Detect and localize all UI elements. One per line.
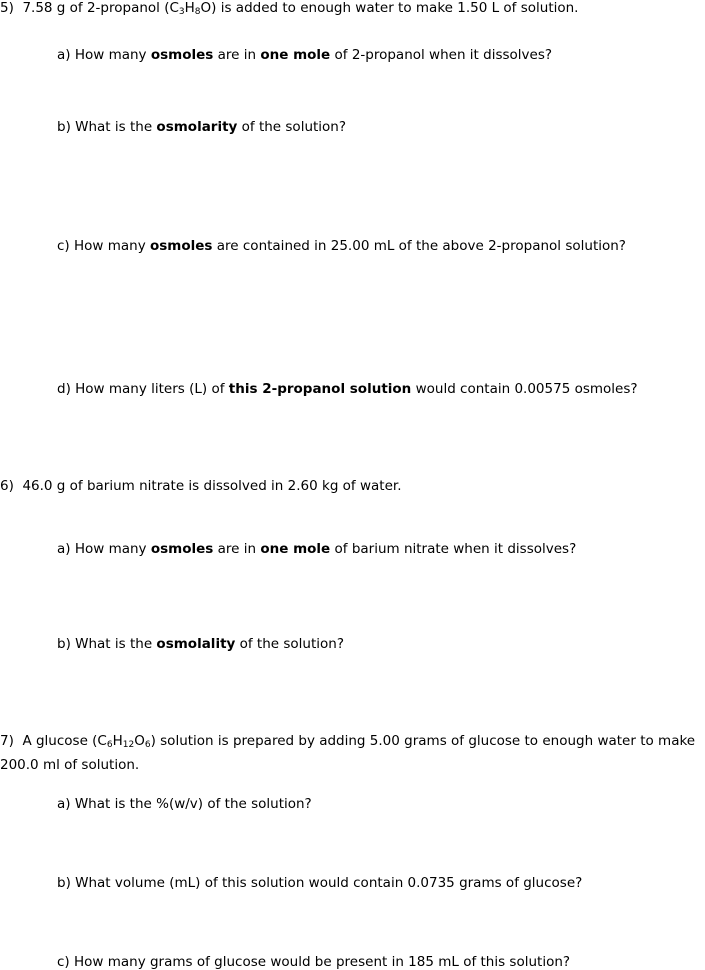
q5b [57,119,346,135]
q7-sub-12: 12 [122,740,135,750]
q7c [57,954,570,970]
q6b-bold-1: osmolality [156,636,236,652]
q5d [57,381,638,397]
q7c-text: c) How many grams of glucose would be present in 185 mL of this solution? [57,954,571,970]
q5-intro-text-3: O) is added to enough water to make 1.50 L of solution. [200,0,579,16]
q7b [57,875,582,891]
q6a-text-2: are in [213,541,261,557]
q5-intro-text-1: 7.58 g of 2-propanol (C [22,0,179,16]
q6b-text-2: of the solution? [235,636,344,652]
q5d-text-1: d) How many liters (L) of [57,381,229,397]
q6b-text-1: b) What is the [57,636,157,652]
q5b-text-2: of the solution? [237,119,347,135]
q5a-text-3: of 2-propanol when it dissolves? [330,47,553,63]
q6b [57,636,344,652]
q5d-text-2: would contain 0.00575 osmoles? [411,381,638,397]
q7-intro-line2-text: 200.0 ml of solution. [0,757,140,773]
q5c [57,238,626,254]
q5-sub-3: 3 [178,7,185,17]
q6a-bold-1: osmoles [150,541,214,557]
q6a-text-3: of barium nitrate when it dissolves? [330,541,577,557]
q6-intro [0,478,402,494]
q5-intro-text-2: H [184,0,195,16]
q7a [57,796,312,812]
q7a-text: a) What is the %(w/v) of the solution? [57,796,312,812]
q7-intro-text-1: A glucose (C [22,733,107,749]
q6-number: 6) [0,478,14,494]
q7b-text: b) What volume (mL) of this solution would contain 0.0735 grams of glucose? [57,875,583,891]
q5-number: 5) [0,0,14,16]
q6a-text-1: a) How many [57,541,151,557]
q7-sub-6b: 6 [144,740,151,750]
q5b-text-1: b) What is the [57,119,157,135]
q7-intro [0,733,695,749]
q5d-bold-1: this 2-propanol solution [228,381,412,397]
q7-sub-6: 6 [106,740,113,750]
q7-intro-line2 [0,757,139,773]
q5-intro [0,0,578,16]
q6-intro-text: 46.0 g of barium nitrate is dissolved in 2.60 kg of water. [22,478,402,494]
q5c-text-2: are contained in 25.00 mL of the above 2-propanol solution? [212,238,626,254]
q6a [57,541,576,557]
q5a-bold-1: osmoles [150,47,214,63]
q7-number: 7) [0,733,14,749]
q5c-bold-1: osmoles [149,238,213,254]
q5c-text-1: c) How many [57,238,150,254]
q5a-text-2: are in [213,47,261,63]
q5a [57,47,552,63]
q5-sub-8: 8 [194,7,201,17]
q7-intro-text-2: H [112,733,123,749]
q7-intro-text-3: O [134,733,145,749]
q5a-bold-2: one mole [260,47,331,63]
q7-intro-text-4: ) solution is prepared by adding 5.00 grams of glucose to enough water to make [150,733,696,749]
q5b-bold-1: osmolarity [156,119,238,135]
q6a-bold-2: one mole [260,541,331,557]
q5a-text-1: a) How many [57,47,151,63]
